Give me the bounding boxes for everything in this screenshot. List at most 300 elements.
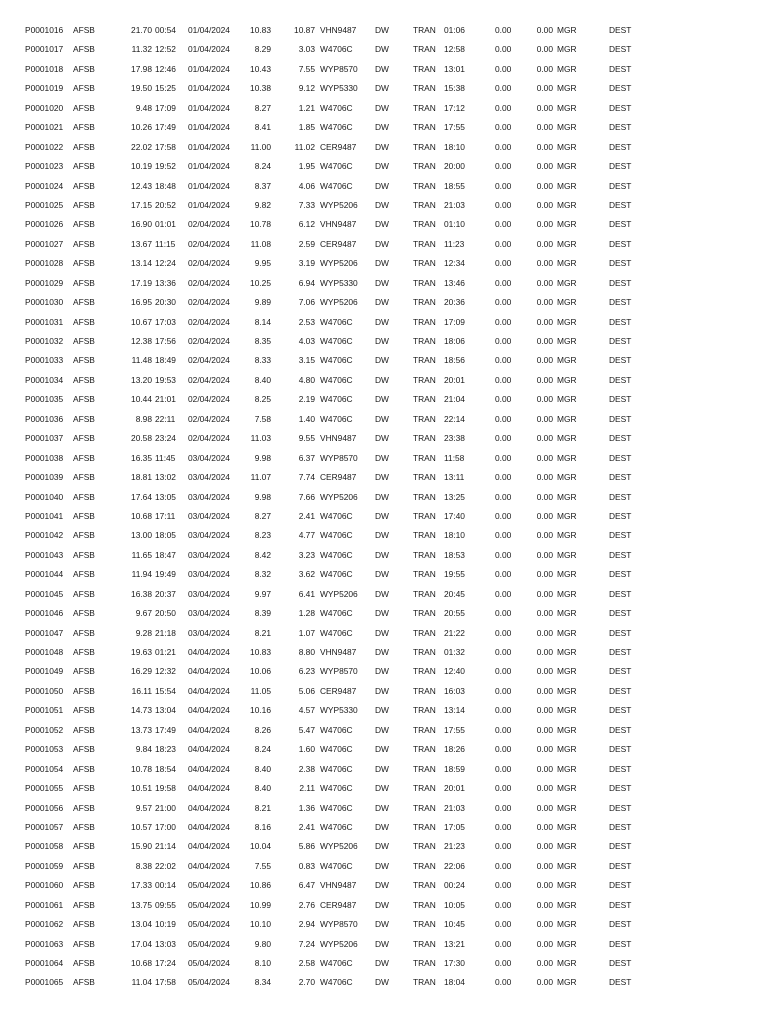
row-mode-code: TRAN bbox=[413, 938, 436, 949]
row-dest-code: DEST bbox=[609, 549, 632, 560]
row-date: 02/04/2024 bbox=[188, 394, 230, 405]
row-type-code: DW bbox=[375, 958, 389, 968]
row-time-out: 22:14 bbox=[444, 413, 465, 424]
row-gross-value: 13.20 bbox=[131, 374, 152, 385]
row-time-out: 00:24 bbox=[444, 880, 465, 891]
row-value-b: 0.00 bbox=[536, 63, 553, 74]
table-row bbox=[0, 40, 768, 59]
row-mode-code: TRAN bbox=[413, 763, 436, 774]
row-company-code: AFSB bbox=[73, 958, 95, 968]
row-time-in: 21:18 bbox=[155, 627, 176, 638]
row-id: P0001041 bbox=[25, 510, 64, 521]
row-tare-value: 8.25 bbox=[254, 394, 271, 405]
row-date: 02/04/2024 bbox=[188, 258, 230, 269]
row-dest-code: DEST bbox=[609, 647, 632, 657]
row-dest-code: DEST bbox=[609, 199, 632, 210]
row-net-value: 1.21 bbox=[298, 102, 315, 113]
row-mode-code: TRAN bbox=[413, 63, 436, 74]
row-time-out: 12:34 bbox=[444, 258, 465, 269]
row-value-b: 0.00 bbox=[536, 83, 553, 94]
row-date: 01/04/2024 bbox=[188, 199, 230, 210]
row-company-code: AFSB bbox=[73, 472, 95, 483]
row-id: P0001029 bbox=[25, 277, 64, 288]
row-time-out: 16:03 bbox=[444, 685, 465, 696]
row-time-in: 00:14 bbox=[155, 880, 176, 891]
row-date: 02/04/2024 bbox=[188, 316, 230, 327]
row-date: 05/04/2024 bbox=[188, 880, 230, 891]
row-time-out: 21:23 bbox=[444, 841, 465, 852]
row-company-code: AFSB bbox=[73, 666, 95, 677]
row-tare-value: 11.00 bbox=[250, 141, 271, 152]
row-company-code: AFSB bbox=[73, 647, 95, 657]
row-type-code: DW bbox=[375, 899, 389, 910]
row-value-a: 0.00 bbox=[495, 919, 512, 930]
row-time-out: 15:38 bbox=[444, 83, 465, 94]
row-tare-value: 10.38 bbox=[250, 83, 271, 94]
row-time-out: 21:03 bbox=[444, 199, 465, 210]
row-gross-value: 17.98 bbox=[131, 63, 152, 74]
row-id: P0001043 bbox=[25, 549, 64, 560]
row-gross-value: 10.51 bbox=[131, 783, 152, 794]
row-dest-code: DEST bbox=[609, 530, 632, 541]
row-type-code: DW bbox=[375, 763, 389, 774]
row-vehicle-number: W4706C bbox=[320, 102, 353, 113]
row-vehicle-number: VHN9487 bbox=[320, 219, 357, 230]
row-id: P0001019 bbox=[25, 83, 64, 94]
row-date: 03/04/2024 bbox=[188, 549, 230, 560]
row-mode-code: TRAN bbox=[413, 180, 436, 191]
table-row bbox=[0, 274, 768, 293]
row-tare-value: 8.33 bbox=[254, 355, 271, 366]
row-mgr-code: MGR bbox=[557, 724, 577, 735]
row-time-in: 13:04 bbox=[155, 705, 176, 716]
row-vehicle-number: W4706C bbox=[320, 413, 353, 424]
row-id: P0001050 bbox=[25, 685, 64, 696]
row-value-a: 0.00 bbox=[495, 25, 512, 35]
row-vehicle-number: W4706C bbox=[320, 510, 353, 521]
row-dest-code: DEST bbox=[609, 141, 632, 152]
row-tare-value: 8.35 bbox=[254, 336, 271, 346]
row-type-code: DW bbox=[375, 433, 389, 444]
row-company-code: AFSB bbox=[73, 821, 95, 832]
row-id: P0001044 bbox=[25, 569, 64, 580]
row-company-code: AFSB bbox=[73, 355, 95, 366]
row-gross-value: 19.50 bbox=[131, 83, 152, 94]
row-gross-value: 13.04 bbox=[131, 919, 152, 930]
row-date: 02/04/2024 bbox=[188, 297, 230, 308]
row-dest-code: DEST bbox=[609, 588, 632, 599]
row-mgr-code: MGR bbox=[557, 705, 577, 716]
row-vehicle-number: W4706C bbox=[320, 161, 353, 172]
row-tare-value: 8.16 bbox=[254, 821, 271, 832]
row-company-code: AFSB bbox=[73, 180, 95, 191]
row-time-out: 17:40 bbox=[444, 510, 465, 521]
row-net-value: 3.62 bbox=[298, 569, 315, 580]
row-tare-value: 8.21 bbox=[254, 802, 271, 813]
row-mode-code: TRAN bbox=[413, 452, 436, 463]
row-time-out: 18:10 bbox=[444, 530, 465, 541]
row-net-value: 6.37 bbox=[298, 452, 315, 463]
row-vehicle-number: W4706C bbox=[320, 316, 353, 327]
row-id: P0001035 bbox=[25, 394, 64, 405]
row-tare-value: 10.10 bbox=[250, 919, 271, 930]
row-value-a: 0.00 bbox=[495, 277, 512, 288]
row-time-out: 01:06 bbox=[444, 25, 465, 35]
row-net-value: 11.02 bbox=[294, 141, 315, 152]
row-tare-value: 11.07 bbox=[250, 472, 271, 483]
row-gross-value: 10.44 bbox=[131, 394, 152, 405]
row-type-code: DW bbox=[375, 783, 389, 794]
row-mode-code: TRAN bbox=[413, 297, 436, 308]
row-type-code: DW bbox=[375, 977, 389, 988]
row-date: 04/04/2024 bbox=[188, 724, 230, 735]
row-id: P0001055 bbox=[25, 783, 64, 794]
row-dest-code: DEST bbox=[609, 938, 632, 949]
row-time-out: 17:55 bbox=[444, 122, 465, 133]
row-id: P0001045 bbox=[25, 588, 64, 599]
table-row bbox=[0, 624, 768, 643]
row-value-a: 0.00 bbox=[495, 374, 512, 385]
row-tare-value: 10.06 bbox=[250, 666, 271, 677]
row-id: P0001036 bbox=[25, 413, 64, 424]
row-date: 03/04/2024 bbox=[188, 472, 230, 483]
row-mgr-code: MGR bbox=[557, 258, 577, 269]
row-time-out: 18:53 bbox=[444, 549, 465, 560]
row-id: P0001020 bbox=[25, 102, 64, 113]
row-vehicle-number: WYP5330 bbox=[320, 705, 358, 716]
row-mgr-code: MGR bbox=[557, 297, 577, 308]
row-mode-code: TRAN bbox=[413, 491, 436, 502]
row-value-a: 0.00 bbox=[495, 627, 512, 638]
row-vehicle-number: CER9487 bbox=[320, 238, 357, 249]
row-tare-value: 8.40 bbox=[254, 783, 271, 794]
row-net-value: 1.85 bbox=[298, 122, 315, 133]
row-value-a: 0.00 bbox=[495, 102, 512, 113]
row-dest-code: DEST bbox=[609, 63, 632, 74]
row-value-b: 0.00 bbox=[536, 666, 553, 677]
row-time-out: 17:05 bbox=[444, 821, 465, 832]
row-id: P0001030 bbox=[25, 297, 64, 308]
row-value-a: 0.00 bbox=[495, 666, 512, 677]
row-type-code: DW bbox=[375, 102, 389, 113]
row-value-a: 0.00 bbox=[495, 977, 512, 988]
row-date: 04/04/2024 bbox=[188, 763, 230, 774]
row-company-code: AFSB bbox=[73, 549, 95, 560]
row-mode-code: TRAN bbox=[413, 958, 436, 968]
row-value-b: 0.00 bbox=[536, 647, 553, 657]
row-dest-code: DEST bbox=[609, 802, 632, 813]
row-tare-value: 10.25 bbox=[250, 277, 271, 288]
row-time-out: 21:22 bbox=[444, 627, 465, 638]
table-row bbox=[0, 585, 768, 604]
row-net-value: 4.06 bbox=[298, 180, 315, 191]
row-date: 02/04/2024 bbox=[188, 238, 230, 249]
row-tare-value: 8.42 bbox=[254, 549, 271, 560]
row-value-b: 0.00 bbox=[536, 919, 553, 930]
row-mode-code: TRAN bbox=[413, 685, 436, 696]
row-mode-code: TRAN bbox=[413, 122, 436, 133]
row-time-in: 17:09 bbox=[155, 102, 176, 113]
row-value-b: 0.00 bbox=[536, 219, 553, 230]
row-date: 04/04/2024 bbox=[188, 705, 230, 716]
row-net-value: 3.03 bbox=[298, 44, 315, 55]
row-time-in: 17:58 bbox=[155, 977, 176, 988]
row-time-in: 17:49 bbox=[155, 724, 176, 735]
row-id: P0001037 bbox=[25, 433, 64, 444]
row-mode-code: TRAN bbox=[413, 724, 436, 735]
row-date: 04/04/2024 bbox=[188, 744, 230, 755]
row-tare-value: 10.43 bbox=[250, 63, 271, 74]
row-mgr-code: MGR bbox=[557, 666, 577, 677]
row-mode-code: TRAN bbox=[413, 102, 436, 113]
row-value-a: 0.00 bbox=[495, 958, 512, 968]
row-type-code: DW bbox=[375, 530, 389, 541]
row-vehicle-number: W4706C bbox=[320, 724, 353, 735]
row-time-in: 09:55 bbox=[155, 899, 176, 910]
row-time-in: 21:00 bbox=[155, 802, 176, 813]
table-row bbox=[0, 293, 768, 312]
row-gross-value: 17.19 bbox=[131, 277, 152, 288]
row-mgr-code: MGR bbox=[557, 938, 577, 949]
row-dest-code: DEST bbox=[609, 83, 632, 94]
row-date: 04/04/2024 bbox=[188, 821, 230, 832]
row-tare-value: 8.14 bbox=[254, 316, 271, 327]
row-gross-value: 13.14 bbox=[131, 258, 152, 269]
row-vehicle-number: W4706C bbox=[320, 122, 353, 133]
row-vehicle-number: W4706C bbox=[320, 627, 353, 638]
row-tare-value: 8.24 bbox=[254, 744, 271, 755]
row-time-out: 19:55 bbox=[444, 569, 465, 580]
row-date: 04/04/2024 bbox=[188, 685, 230, 696]
row-type-code: DW bbox=[375, 25, 389, 35]
row-mgr-code: MGR bbox=[557, 880, 577, 891]
row-id: P0001026 bbox=[25, 219, 64, 230]
row-gross-value: 13.73 bbox=[131, 724, 152, 735]
row-id: P0001060 bbox=[25, 880, 64, 891]
row-net-value: 5.06 bbox=[298, 685, 315, 696]
row-mgr-code: MGR bbox=[557, 44, 577, 55]
row-mode-code: TRAN bbox=[413, 899, 436, 910]
row-vehicle-number: VHN9487 bbox=[320, 880, 357, 891]
row-vehicle-number: W4706C bbox=[320, 608, 353, 619]
row-tare-value: 8.34 bbox=[254, 977, 271, 988]
row-time-out: 23:38 bbox=[444, 433, 465, 444]
row-value-b: 0.00 bbox=[536, 608, 553, 619]
row-id: P0001065 bbox=[25, 977, 64, 988]
table-row bbox=[0, 701, 768, 720]
row-value-a: 0.00 bbox=[495, 316, 512, 327]
row-date: 01/04/2024 bbox=[188, 141, 230, 152]
row-mgr-code: MGR bbox=[557, 530, 577, 541]
row-type-code: DW bbox=[375, 666, 389, 677]
row-value-b: 0.00 bbox=[536, 510, 553, 521]
row-id: P0001048 bbox=[25, 647, 64, 657]
row-company-code: AFSB bbox=[73, 977, 95, 988]
row-value-a: 0.00 bbox=[495, 569, 512, 580]
row-net-value: 4.57 bbox=[298, 705, 315, 716]
row-mode-code: TRAN bbox=[413, 569, 436, 580]
row-date: 01/04/2024 bbox=[188, 161, 230, 172]
row-date: 03/04/2024 bbox=[188, 588, 230, 599]
table-row bbox=[0, 799, 768, 818]
row-id: P0001024 bbox=[25, 180, 64, 191]
row-time-out: 18:55 bbox=[444, 180, 465, 191]
row-net-value: 1.07 bbox=[298, 627, 315, 638]
row-net-value: 2.53 bbox=[298, 316, 315, 327]
row-mgr-code: MGR bbox=[557, 277, 577, 288]
row-mgr-code: MGR bbox=[557, 647, 577, 657]
row-value-b: 0.00 bbox=[536, 860, 553, 871]
row-id: P0001016 bbox=[25, 25, 64, 35]
row-type-code: DW bbox=[375, 394, 389, 405]
row-id: P0001063 bbox=[25, 938, 64, 949]
row-vehicle-number: W4706C bbox=[320, 336, 353, 346]
row-company-code: AFSB bbox=[73, 744, 95, 755]
row-net-value: 2.38 bbox=[298, 763, 315, 774]
row-time-out: 17:12 bbox=[444, 102, 465, 113]
row-vehicle-number: VHN9487 bbox=[320, 25, 357, 35]
row-vehicle-number: W4706C bbox=[320, 763, 353, 774]
row-net-value: 2.58 bbox=[298, 958, 315, 968]
row-vehicle-number: W4706C bbox=[320, 569, 353, 580]
table-row bbox=[0, 526, 768, 545]
row-dest-code: DEST bbox=[609, 433, 632, 444]
row-value-b: 0.00 bbox=[536, 685, 553, 696]
row-net-value: 4.77 bbox=[298, 530, 315, 541]
row-type-code: DW bbox=[375, 413, 389, 424]
row-net-value: 6.23 bbox=[298, 666, 315, 677]
table-row bbox=[0, 915, 768, 934]
row-gross-value: 9.84 bbox=[135, 744, 152, 755]
table-row bbox=[0, 79, 768, 98]
row-value-b: 0.00 bbox=[536, 705, 553, 716]
row-dest-code: DEST bbox=[609, 724, 632, 735]
row-tare-value: 9.80 bbox=[254, 938, 271, 949]
row-dest-code: DEST bbox=[609, 569, 632, 580]
row-gross-value: 11.65 bbox=[131, 549, 152, 560]
row-dest-code: DEST bbox=[609, 880, 632, 891]
row-mgr-code: MGR bbox=[557, 316, 577, 327]
row-gross-value: 19.63 bbox=[131, 647, 152, 657]
row-vehicle-number: WYP5206 bbox=[320, 938, 358, 949]
row-mode-code: TRAN bbox=[413, 860, 436, 871]
row-type-code: DW bbox=[375, 608, 389, 619]
row-company-code: AFSB bbox=[73, 627, 95, 638]
row-value-b: 0.00 bbox=[536, 958, 553, 968]
row-mgr-code: MGR bbox=[557, 122, 577, 133]
row-time-in: 21:14 bbox=[155, 841, 176, 852]
row-time-in: 17:56 bbox=[155, 336, 176, 346]
row-net-value: 3.23 bbox=[298, 549, 315, 560]
row-dest-code: DEST bbox=[609, 413, 632, 424]
row-company-code: AFSB bbox=[73, 510, 95, 521]
row-type-code: DW bbox=[375, 44, 389, 55]
row-vehicle-number: W4706C bbox=[320, 530, 353, 541]
row-dest-code: DEST bbox=[609, 25, 632, 35]
row-dest-code: DEST bbox=[609, 452, 632, 463]
row-mode-code: TRAN bbox=[413, 627, 436, 638]
row-time-in: 20:52 bbox=[155, 199, 176, 210]
row-type-code: DW bbox=[375, 685, 389, 696]
report-table bbox=[0, 21, 768, 993]
row-gross-value: 16.29 bbox=[131, 666, 152, 677]
row-type-code: DW bbox=[375, 627, 389, 638]
row-time-in: 13:36 bbox=[155, 277, 176, 288]
row-date: 04/04/2024 bbox=[188, 783, 230, 794]
row-gross-value: 11.94 bbox=[131, 569, 152, 580]
row-dest-code: DEST bbox=[609, 277, 632, 288]
row-mode-code: TRAN bbox=[413, 219, 436, 230]
row-type-code: DW bbox=[375, 724, 389, 735]
table-row bbox=[0, 21, 768, 40]
row-gross-value: 9.67 bbox=[135, 608, 152, 619]
table-row bbox=[0, 565, 768, 584]
row-dest-code: DEST bbox=[609, 744, 632, 755]
row-date: 02/04/2024 bbox=[188, 413, 230, 424]
row-mgr-code: MGR bbox=[557, 141, 577, 152]
row-type-code: DW bbox=[375, 821, 389, 832]
row-value-b: 0.00 bbox=[536, 569, 553, 580]
row-tare-value: 11.08 bbox=[250, 238, 271, 249]
row-net-value: 0.83 bbox=[298, 860, 315, 871]
row-company-code: AFSB bbox=[73, 63, 95, 74]
row-net-value: 7.74 bbox=[298, 472, 315, 483]
table-row bbox=[0, 99, 768, 118]
row-date: 02/04/2024 bbox=[188, 336, 230, 346]
row-vehicle-number: VHN9487 bbox=[320, 647, 357, 657]
row-value-b: 0.00 bbox=[536, 238, 553, 249]
row-value-b: 0.00 bbox=[536, 588, 553, 599]
row-gross-value: 22.02 bbox=[131, 141, 152, 152]
row-value-b: 0.00 bbox=[536, 413, 553, 424]
row-company-code: AFSB bbox=[73, 569, 95, 580]
row-time-in: 19:52 bbox=[155, 161, 176, 172]
table-row bbox=[0, 488, 768, 507]
row-value-a: 0.00 bbox=[495, 44, 512, 55]
row-gross-value: 8.38 bbox=[135, 860, 152, 871]
row-tare-value: 10.99 bbox=[250, 899, 271, 910]
row-time-out: 20:00 bbox=[444, 161, 465, 172]
table-row bbox=[0, 429, 768, 448]
row-time-out: 20:45 bbox=[444, 588, 465, 599]
row-company-code: AFSB bbox=[73, 938, 95, 949]
row-company-code: AFSB bbox=[73, 122, 95, 133]
row-date: 03/04/2024 bbox=[188, 569, 230, 580]
row-gross-value: 11.48 bbox=[131, 355, 152, 366]
row-dest-code: DEST bbox=[609, 491, 632, 502]
row-time-out: 13:11 bbox=[444, 472, 465, 483]
row-time-out: 20:01 bbox=[444, 783, 465, 794]
row-value-b: 0.00 bbox=[536, 180, 553, 191]
row-time-out: 12:58 bbox=[444, 44, 465, 55]
row-date: 05/04/2024 bbox=[188, 899, 230, 910]
row-type-code: DW bbox=[375, 199, 389, 210]
row-time-in: 10:19 bbox=[155, 919, 176, 930]
row-mode-code: TRAN bbox=[413, 880, 436, 891]
row-company-code: AFSB bbox=[73, 841, 95, 852]
row-value-a: 0.00 bbox=[495, 433, 512, 444]
row-mode-code: TRAN bbox=[413, 199, 436, 210]
row-value-b: 0.00 bbox=[536, 336, 553, 346]
row-vehicle-number: WYP5330 bbox=[320, 277, 358, 288]
row-mgr-code: MGR bbox=[557, 510, 577, 521]
row-time-out: 01:32 bbox=[444, 647, 465, 657]
row-vehicle-number: CER9487 bbox=[320, 141, 357, 152]
row-net-value: 3.15 bbox=[298, 355, 315, 366]
table-row bbox=[0, 332, 768, 351]
row-value-a: 0.00 bbox=[495, 122, 512, 133]
row-company-code: AFSB bbox=[73, 141, 95, 152]
